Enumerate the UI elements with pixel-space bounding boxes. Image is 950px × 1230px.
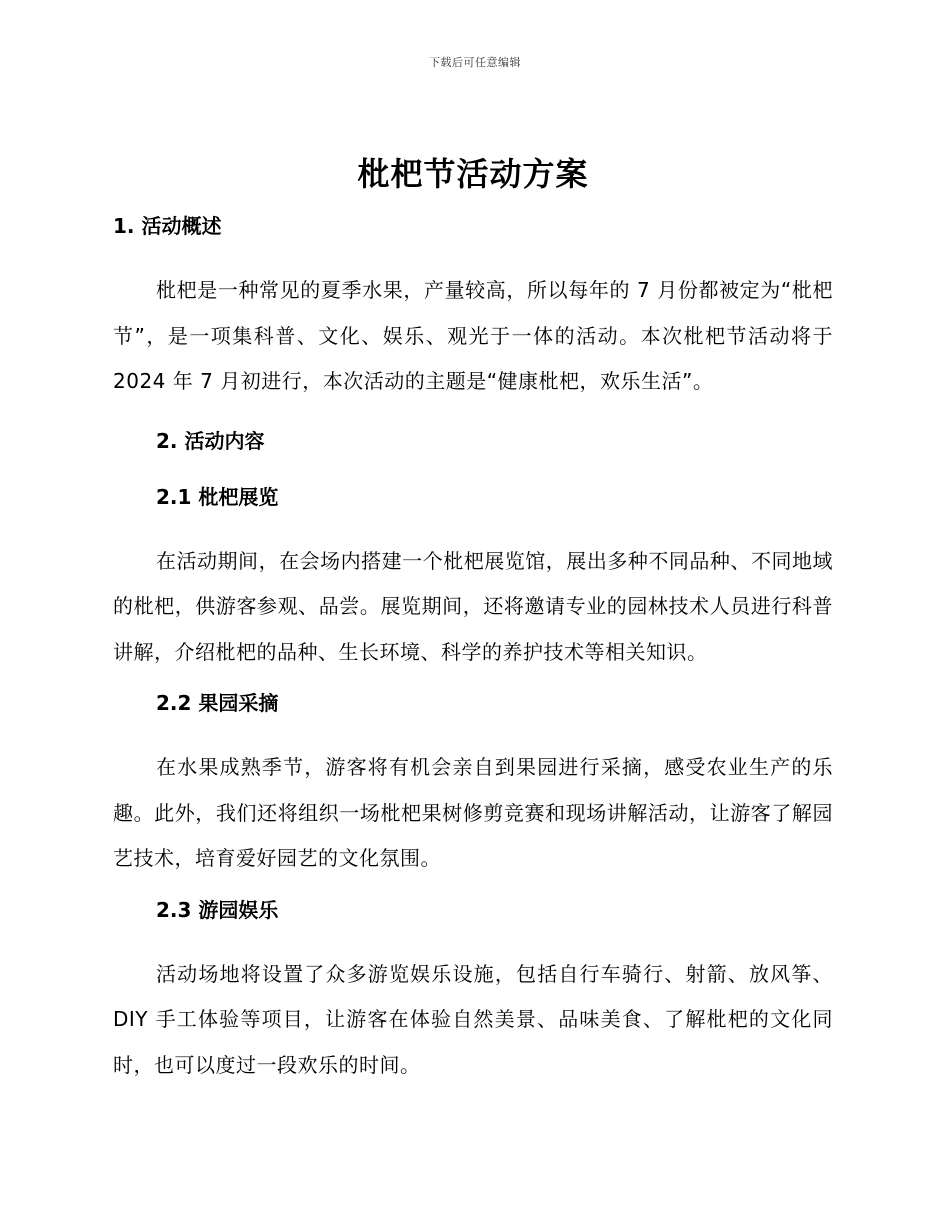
section-paragraph-overview: 枇杷是一种常见的夏季水果，产量较高，所以每年的 7 月份都被定为“枇杷节”，是一项集科普、文化、娱乐、观光于一体的活动。本次枇杷节活动将于 2024 年 7 月初进行，本次活动的主题是“健康枇杷，欢乐生活”。 xyxy=(113,278,833,393)
section-heading-exhibition: 2.1 枇杷展览 xyxy=(156,484,279,509)
section-heading-overview: 1. 活动概述 xyxy=(113,214,222,238)
section-heading-picking: 2.2 果园采摘 xyxy=(156,691,279,715)
document-body xyxy=(113,148,833,1100)
section-heading-content: 2. 活动内容 xyxy=(156,428,265,453)
section-paragraph-picking: 在水果成熟季节，游客将有机会亲自到果园进行采摘，感受农业生产的乐趣。此外，我们还将组织一场枇杷果树修剪竞赛和现场讲解活动，让游客了解园艺技术，培育爱好园艺的文化氛围。 xyxy=(113,755,833,870)
section-paragraph-exhibition: 在活动期间，在会场内搭建一个枇杷展览馆，展出多种不同品种、不同地域的枇杷，供游客参观、品尝。展览期间，还将邀请专业的园林技术人员进行科普讲解，介绍枇杷的品种、生长环境、科学的养护技术等相关知识。 xyxy=(113,548,833,664)
document-title: 枇杷节活动方案 xyxy=(357,155,589,193)
section-heading-entertainment: 2.3 游园娱乐 xyxy=(156,897,279,922)
header-note: 下载后可任意编辑 xyxy=(429,56,521,69)
section-paragraph-entertainment: 活动场地将设置了众多游览娱乐设施，包括自行车骑行、射箭、放风筝、DIY 手工体验等项目，让游客在体验自然美景、品味美食、了解枇杷的文化同时，也可以度过一段欢乐的时间。 xyxy=(113,961,833,1077)
